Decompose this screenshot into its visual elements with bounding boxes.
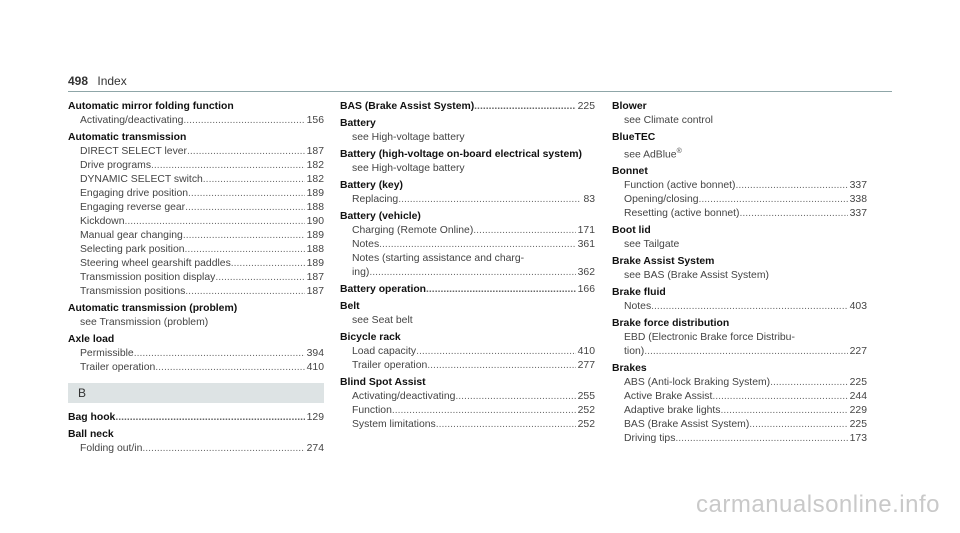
index-heading: Brake fluid [612,287,666,299]
subentry-text: BAS (Brake Assist System) [624,419,750,431]
cross-reference-text: see Seat belt [352,315,413,326]
cross-reference[interactable] [612,238,867,252]
index-subentry[interactable] [340,224,595,238]
index-entry [68,100,324,128]
index-entry [340,300,595,328]
page-reference[interactable]: 403 [849,301,867,313]
subentry-text: Notes [624,301,652,313]
subentry-text: Steering wheel gearshift paddles [80,258,231,269]
leader-dots [436,418,576,432]
index-entry [612,165,867,221]
subentry-text: Engaging reverse gear [80,202,186,213]
page-reference[interactable]: 394 [306,348,324,359]
subentry-text: Trailer operation [352,360,428,371]
page-reference[interactable]: 173 [849,433,867,445]
index-heading-text: Bag hook [68,412,116,423]
page-reference[interactable]: 187 [306,146,324,157]
leader-dots [188,187,305,201]
page-reference[interactable]: 410 [306,362,324,373]
leader-dots [379,238,576,252]
page-reference[interactable]: 188 [306,202,324,213]
index-entry [612,255,867,283]
subentry-text: Active Brake Assist [624,391,713,403]
subentry-text: Selecting park position [80,244,185,255]
index-subentry[interactable] [612,207,867,221]
index-entry [340,210,595,280]
page-reference[interactable]: 129 [306,412,324,423]
subentry-text: System limitations [352,419,436,430]
cross-reference[interactable] [340,131,595,145]
subentry-text: Manual gear changing [80,230,183,241]
index-heading: Ball neck [68,429,114,440]
index-heading[interactable] [68,411,324,425]
index-subentry[interactable] [68,145,324,159]
leader-dots [187,145,305,159]
leader-dots [651,300,848,314]
leader-dots [185,243,305,257]
leader-dots [124,215,304,229]
page-reference[interactable]: 225 [849,419,867,431]
index-subentry: Notes (starting assistance and charg- [352,253,525,264]
index-heading-text: Battery operation [340,284,427,295]
index-subentry[interactable] [340,404,595,418]
page-reference[interactable]: 189 [306,188,324,199]
index-column-1 [68,100,324,459]
index-entry [340,179,595,207]
page-reference[interactable]: 187 [306,286,324,297]
subentry-text: DYNAMIC SELECT switch [80,174,203,185]
section-letter: B [68,383,324,403]
page-reference[interactable]: 229 [849,405,867,417]
index-entry [68,411,324,425]
index-subentry-continued[interactable] [340,266,595,280]
leader-dots [231,257,305,271]
index-entry [612,100,867,128]
page-reference[interactable]: 187 [306,272,324,283]
index-subentry[interactable] [612,193,867,207]
index-heading: Brake Assist System [612,256,715,268]
page-title: Index [97,74,127,88]
watermark: carmanualsonline.info [696,491,940,518]
header-divider [68,91,892,92]
index-heading: Bicycle rack [340,332,401,343]
page-reference[interactable]: 410 [577,346,595,357]
cross-reference[interactable] [68,316,324,330]
leader-dots [770,376,848,390]
page-reference[interactable]: 244 [849,391,867,403]
cross-reference-text: see AdBlue [624,149,677,161]
page-reference[interactable]: 337 [849,180,867,192]
cross-reference-text: see High-voltage battery [352,163,465,174]
page-reference[interactable]: 166 [577,284,595,295]
subentry-text: ABS (Anti-lock Braking System) [624,377,771,389]
page-number: 498 [68,74,89,88]
index-column-3 [612,100,867,449]
index-subentry[interactable] [68,187,324,201]
index-subentry[interactable] [68,285,324,299]
index-subentry[interactable] [340,418,595,432]
leader-dots [455,390,575,404]
page-header [68,74,127,88]
index-heading: Bonnet [612,166,648,178]
index-subentry[interactable] [68,229,324,243]
subentry-text: Replacing [352,194,399,205]
subentry-text: Kickdown [80,216,125,227]
page-reference[interactable]: 225 [577,101,595,112]
page-reference[interactable]: 156 [306,115,324,126]
cross-reference[interactable] [340,314,595,328]
index-column-2 [340,100,595,435]
page-reference[interactable]: 274 [306,443,324,454]
index-heading: Blind Spot Assist [340,377,426,388]
index-entry [68,302,324,330]
index-subentry[interactable] [68,243,324,257]
page-reference[interactable]: 188 [306,244,324,255]
page-reference[interactable]: 255 [577,391,595,402]
registered-mark: ® [676,148,682,155]
index-subentry[interactable] [340,238,595,252]
subentry-text: Function (active bonnet) [624,180,736,192]
index-heading: Brake force distribution [612,318,730,330]
subentry-text: Activating/deactivating [80,115,184,126]
index-heading: Boot lid [612,225,651,237]
subentry-text: Trailer operation [80,362,156,373]
index-heading: Battery (vehicle) [340,211,421,222]
leader-dots [369,266,575,280]
leader-dots [473,224,575,238]
leader-dots [712,390,847,404]
index-entry [612,286,867,314]
index-subentry[interactable] [612,376,867,390]
page-reference[interactable]: 252 [577,405,595,416]
leader-dots [427,359,575,373]
leader-dots [675,432,847,446]
leader-dots [203,173,305,187]
index-subentry[interactable] [68,201,324,215]
index-entry [612,317,867,359]
subentry-text: Adaptive brake lights [624,405,721,417]
index-subentry[interactable] [340,390,595,404]
index-entry [612,131,867,162]
index-subentry[interactable] [340,359,595,373]
index-subentry[interactable] [612,390,867,404]
subentry-text: Transmission position display [80,272,216,283]
index-entry [612,362,867,446]
index-subentry[interactable] [68,173,324,187]
cross-reference-text: see Climate control [624,115,713,126]
index-subentry[interactable] [68,257,324,271]
subentry-text: DIRECT SELECT lever [80,146,188,157]
index-subentry[interactable] [68,114,324,128]
index-subentry[interactable] [68,347,324,361]
subentry-text: Drive programs [80,160,152,171]
leader-dots [115,411,304,425]
page-reference[interactable]: 337 [849,208,867,220]
index-subentry[interactable] [68,215,324,229]
index-subentry[interactable] [68,159,324,173]
subentry-text: Driving tips [624,433,676,445]
index-subentry[interactable] [612,300,867,314]
cross-reference-text: see High-voltage battery [352,132,465,143]
index-subentry[interactable] [612,432,867,446]
index-heading: Automatic mirror folding function [68,101,234,112]
page-reference[interactable]: 361 [577,239,595,250]
index-subentry: EBD (Electronic Brake force Distribu- [624,332,795,344]
subentry-text: tion) [624,346,645,358]
leader-dots [749,418,847,432]
leader-dots [142,442,304,456]
index-subentry[interactable] [340,345,595,359]
page-reference[interactable]: 252 [577,419,595,430]
leader-dots [215,271,304,285]
leader-dots [151,159,305,173]
index-entry [612,224,867,252]
cross-reference[interactable] [612,145,867,162]
subentry-text: Permissible [80,348,134,359]
subentry-text: Engaging drive position [80,188,189,199]
page-reference[interactable]: 171 [577,225,595,236]
index-subentry[interactable] [612,418,867,432]
leader-dots [474,100,575,114]
page-reference[interactable]: 225 [849,377,867,389]
leader-dots [735,179,847,193]
index-subentry[interactable] [612,179,867,193]
index-heading-text: BAS (Brake Assist System) [340,101,475,112]
index-heading: Axle load [68,334,115,345]
page-reference[interactable]: 190 [306,216,324,227]
leader-dots [644,345,847,359]
cross-reference[interactable] [612,269,867,283]
leader-dots [740,207,848,221]
subentry-text: Notes [352,239,380,250]
index-entry [340,376,595,432]
index-heading: Blower [612,101,647,112]
index-heading: BlueTEC [612,132,656,143]
index-subentry[interactable] [612,404,867,418]
index-heading: Automatic transmission [68,132,187,143]
page-reference[interactable]: 227 [849,346,867,358]
cross-reference-text: see BAS (Brake Assist System) [624,270,769,282]
subentry-text: Function [352,405,392,416]
cross-reference-text: see Transmission (problem) [80,317,209,328]
index-subentry[interactable] [68,361,324,375]
leader-dots [185,285,304,299]
index-subentry[interactable] [340,193,595,207]
leader-dots [720,404,847,418]
subentry-text: Folding out/in [80,443,143,454]
leader-dots [398,193,581,207]
index-entry [340,283,595,297]
index-entry [68,131,324,299]
page-reference[interactable]: 182 [306,160,324,171]
leader-dots [155,361,304,375]
index-subentry[interactable] [68,271,324,285]
subentry-text: Charging (Remote Online) [352,225,474,236]
index-heading: Battery (high-voltage on-board electrical system) [340,149,582,160]
cross-reference-text: see Tailgate [624,239,680,251]
subentry-text: ing) [352,267,370,278]
page-reference[interactable]: 362 [577,267,595,278]
index-heading[interactable] [340,100,595,114]
index-heading: Belt [340,301,360,312]
leader-dots [426,283,576,297]
subentry-text: Load capacity [352,346,417,357]
index-subentry-continued[interactable] [612,345,867,359]
leader-dots [134,347,305,361]
index-entry [340,100,595,114]
subentry-text: Opening/closing [624,194,699,206]
index-subentry[interactable] [68,442,324,456]
index-heading: Brakes [612,363,647,375]
index-heading: Battery [340,118,376,129]
cross-reference[interactable] [340,162,595,176]
index-heading: Battery (key) [340,180,403,191]
index-heading: Automatic transmission (problem) [68,303,238,314]
leader-dots [392,404,576,418]
subentry-text: Activating/deactivating [352,391,456,402]
index-entry [340,117,595,145]
leader-dots [699,193,848,207]
index-entry [340,331,595,373]
page-reference[interactable]: 182 [306,174,324,185]
page-reference[interactable]: 338 [849,194,867,206]
leader-dots [185,201,305,215]
leader-dots [416,345,576,359]
index-entry [68,428,324,456]
index-entry [340,148,595,176]
cross-reference[interactable] [612,114,867,128]
subentry-text: Resetting (active bonnet) [624,208,740,220]
page-reference[interactable]: 189 [306,230,324,241]
index-entry [68,333,324,375]
page-reference[interactable]: 83 [583,194,595,205]
page-reference[interactable]: 277 [577,360,595,371]
leader-dots [183,229,305,243]
index-heading[interactable] [340,283,595,297]
subentry-text: Transmission positions [80,286,186,297]
page-reference[interactable]: 189 [306,258,324,269]
leader-dots [183,114,304,128]
